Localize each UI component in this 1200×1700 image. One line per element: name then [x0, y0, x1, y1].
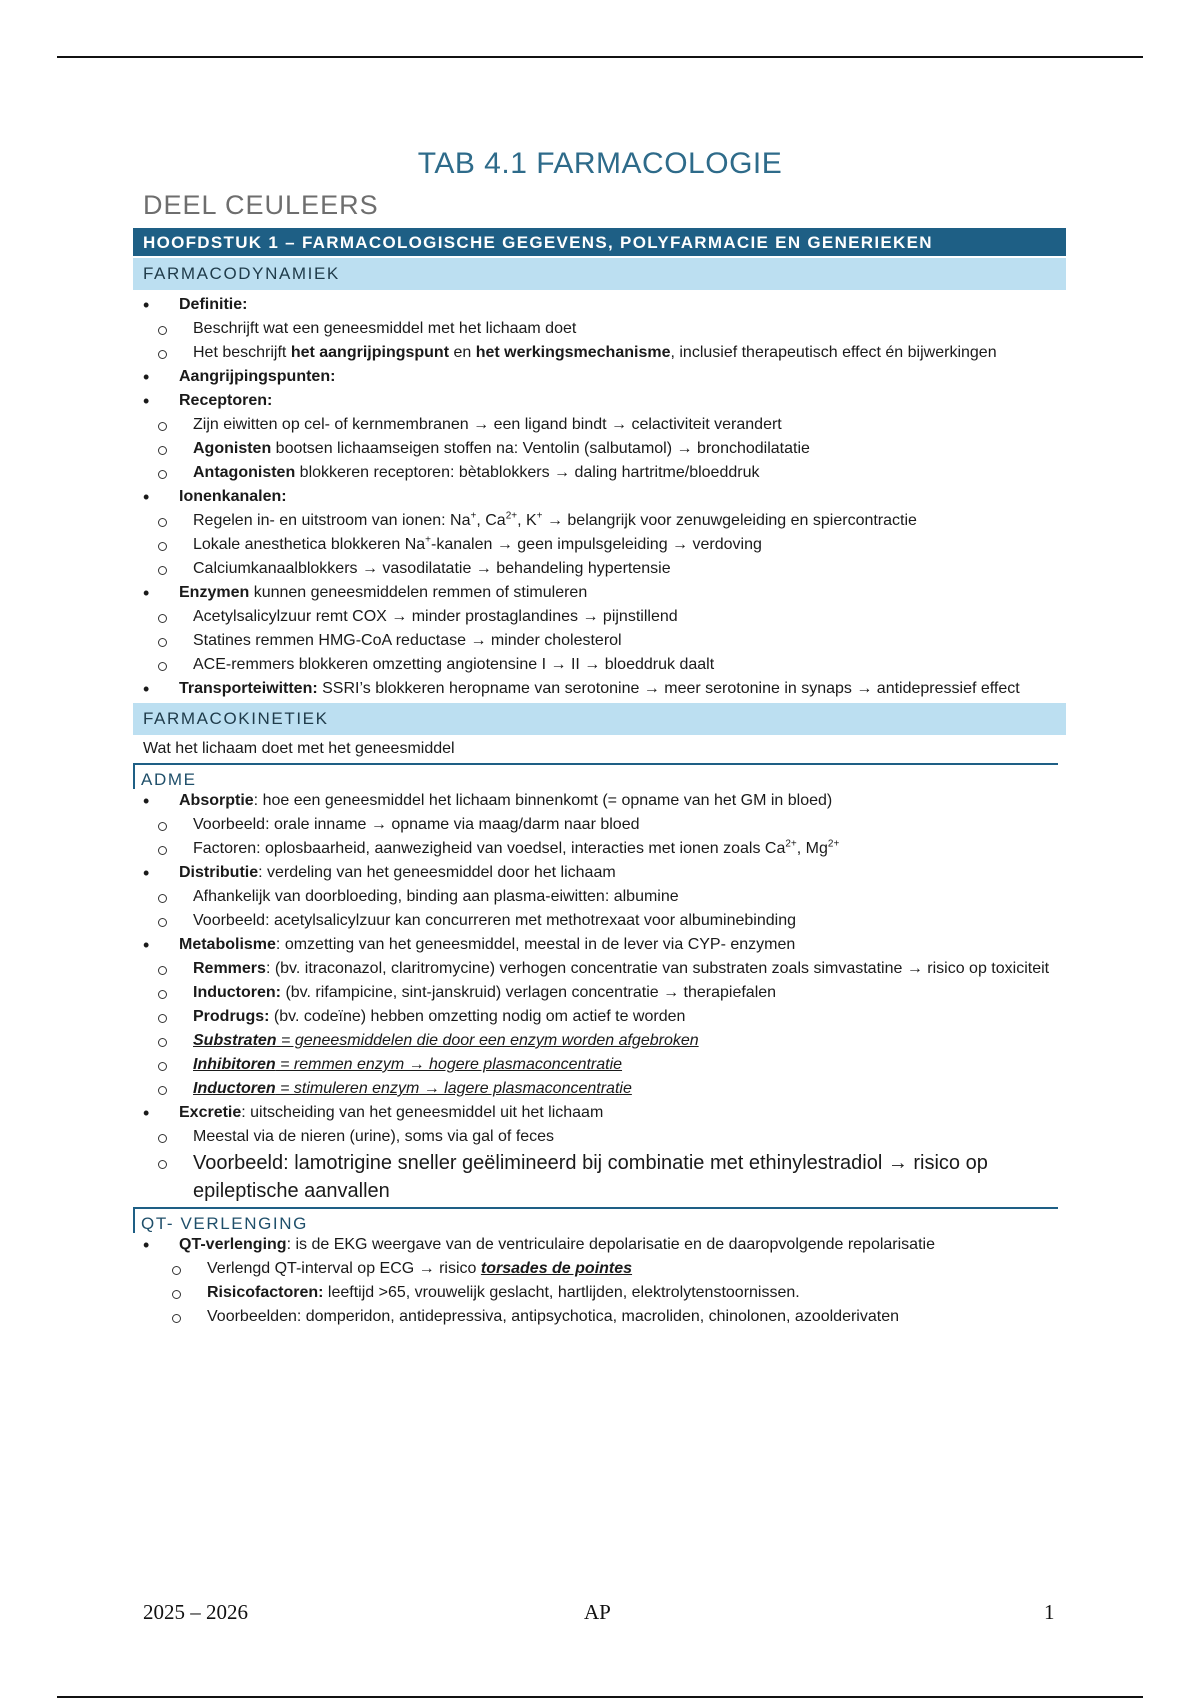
list-item: Risicofactoren: leeftijd >65, vrouwelijk geslacht, hartlijden, elektrolytenstoornissen. — [133, 1281, 1066, 1305]
section-heading-farmacokinetiek: FARMACOKINETIEK — [133, 703, 1066, 735]
footer-rule — [57, 1696, 1143, 1698]
list-item: Voorbeeld: orale inname → opname via maag/darm naar bloed — [133, 813, 1066, 837]
document-title: TAB 4.1 FARMACOLOGIE — [417, 147, 783, 180]
list-item: Factoren: oplosbaarheid, aanwezigheid van voedsel, interacties met ionen zoals $Ca^{2+}$, $Mg^{2+}$ — [133, 837, 1066, 861]
list-item: Remmers: (bv. itraconazol, claritromycine) verhogen concentratie van substraten zoals simvastatine → risico op toxiciteit — [133, 957, 1066, 981]
list-item: Antagonisten blokkeren receptoren: bètablokkers → daling hartritme/bloeddruk — [133, 461, 1066, 485]
list-item: • Definitie: — [133, 293, 1066, 317]
list-item: • Enzymen kunnen geneesmiddelen remmen of stimuleren — [133, 581, 1066, 605]
adme-list — [133, 789, 1066, 1205]
list-item: Regelen in- en uitstroom van ionen: Na+, $Ca^{2+}$, K+ → belangrijk voor zenuwgeleiding en spiercontractie — [133, 509, 1066, 533]
qt-list — [133, 1233, 1066, 1329]
list-item: Calciumkanaalblokkers → vasodilatatie → behandeling hypertensie — [133, 557, 1066, 581]
section-heading-farmacodynamiek: FARMACODYNAMIEK — [133, 258, 1066, 290]
list-item: Lokale anesthetica blokkeren Na+-kanalen → geen impulsgeleiding → verdoving — [133, 533, 1066, 557]
chapter-heading: HOOFDSTUK 1 – FARMACOLOGISCHE GEGEVENS, POLYFARMACIE EN GENERIEKEN — [133, 228, 1066, 256]
list-item: • QT-verlenging: is de EKG weergave van de ventriculaire depolarisatie en de daaropvolgende repolarisatie — [133, 1233, 1066, 1257]
document-body — [133, 228, 1066, 1329]
list-item: • Aangrijpingspunten: — [133, 365, 1066, 389]
list-item: Zijn eiwitten op cel- of kernmembranen → een ligand bindt → celactiviteit verandert — [133, 413, 1066, 437]
list-item: • Transporteiwitten: SSRI’s blokkeren heropname van serotonine → meer serotonine in synaps → antidepressief effect — [133, 677, 1066, 701]
document-subtitle: DEEL CEULEERS — [143, 190, 379, 220]
list-item: • Metabolisme: omzetting van het geneesmiddel, meestal in de lever via CYP- enzymen — [133, 933, 1066, 957]
farmacodynamiek-list — [133, 293, 1066, 701]
list-item: Verlengd QT-interval op ECG → risico torsades de pointes — [133, 1257, 1066, 1281]
list-item: Voorbeeld: acetylsalicylzuur kan concurreren met methotrexaat voor albuminebinding — [133, 909, 1066, 933]
list-item: Acetylsalicylzuur remt COX → minder prostaglandines → pijnstillend — [133, 605, 1066, 629]
footer-page-number: 1 — [1044, 1600, 1055, 1624]
farmacokinetiek-intro: Wat het lichaam doet met het geneesmiddel — [143, 740, 455, 757]
list-item: Prodrugs: (bv. codeïne) hebben omzetting nodig om actief te worden — [133, 1005, 1066, 1029]
list-item: Inductoren: (bv. rifampicine, sint-janskruid) verlagen concentratie → therapiefalen — [133, 981, 1066, 1005]
list-item: • Ionenkanalen: — [133, 485, 1066, 509]
list-item: Statines remmen HMG-CoA reductase → minder cholesterol — [133, 629, 1066, 653]
list-item: • Absorptie: hoe een geneesmiddel het lichaam binnenkomt (= opname van het GM in bloed) — [133, 789, 1066, 813]
subsection-heading-qt: QT- VERLENGING — [133, 1207, 1058, 1233]
list-item: Inhibitoren = remmen enzym → hogere plasmaconcentratie — [133, 1053, 1066, 1077]
list-item: Het beschrijft het aangrijpingspunt en het werkingsmechanisme, inclusief therapeutisch effect én bijwerkingen — [133, 341, 1066, 365]
footer-year: 2025 – 2026 — [143, 1600, 248, 1624]
footer-center: AP — [584, 1600, 611, 1624]
list-item: Meestal via de nieren (urine), soms via gal of feces — [133, 1125, 1066, 1149]
list-item: Afhankelijk van doorbloeding, binding aan plasma-eiwitten: albumine — [133, 885, 1066, 909]
list-item: Voorbeeld: lamotrigine sneller geëlimineerd bij combinatie met ethinylestradiol → risico op epileptische aanvallen — [133, 1149, 1066, 1205]
list-item: Agonisten bootsen lichaamseigen stoffen na: Ventolin (salbutamol) → bronchodilatatie — [133, 437, 1066, 461]
list-item: • Receptoren: — [133, 389, 1066, 413]
list-item: Beschrijft wat een geneesmiddel met het lichaam doet — [133, 317, 1066, 341]
list-item: ACE-remmers blokkeren omzetting angiotensine I → II → bloeddruk daalt — [133, 653, 1066, 677]
list-item: Inductoren = stimuleren enzym → lagere plasmaconcentratie — [133, 1077, 1066, 1101]
list-item: Voorbeelden: domperidon, antidepressiva, antipsychotica, macroliden, chinolonen, azoolderivaten — [133, 1305, 1066, 1329]
list-item: • Excretie: uitscheiding van het geneesmiddel uit het lichaam — [133, 1101, 1066, 1125]
list-item: • Distributie: verdeling van het geneesmiddel door het lichaam — [133, 861, 1066, 885]
header-rule — [57, 56, 1143, 58]
subsection-heading-adme: ADME — [133, 763, 1058, 789]
list-item: Substraten = geneesmiddelen die door een enzym worden afgebroken — [133, 1029, 1066, 1053]
